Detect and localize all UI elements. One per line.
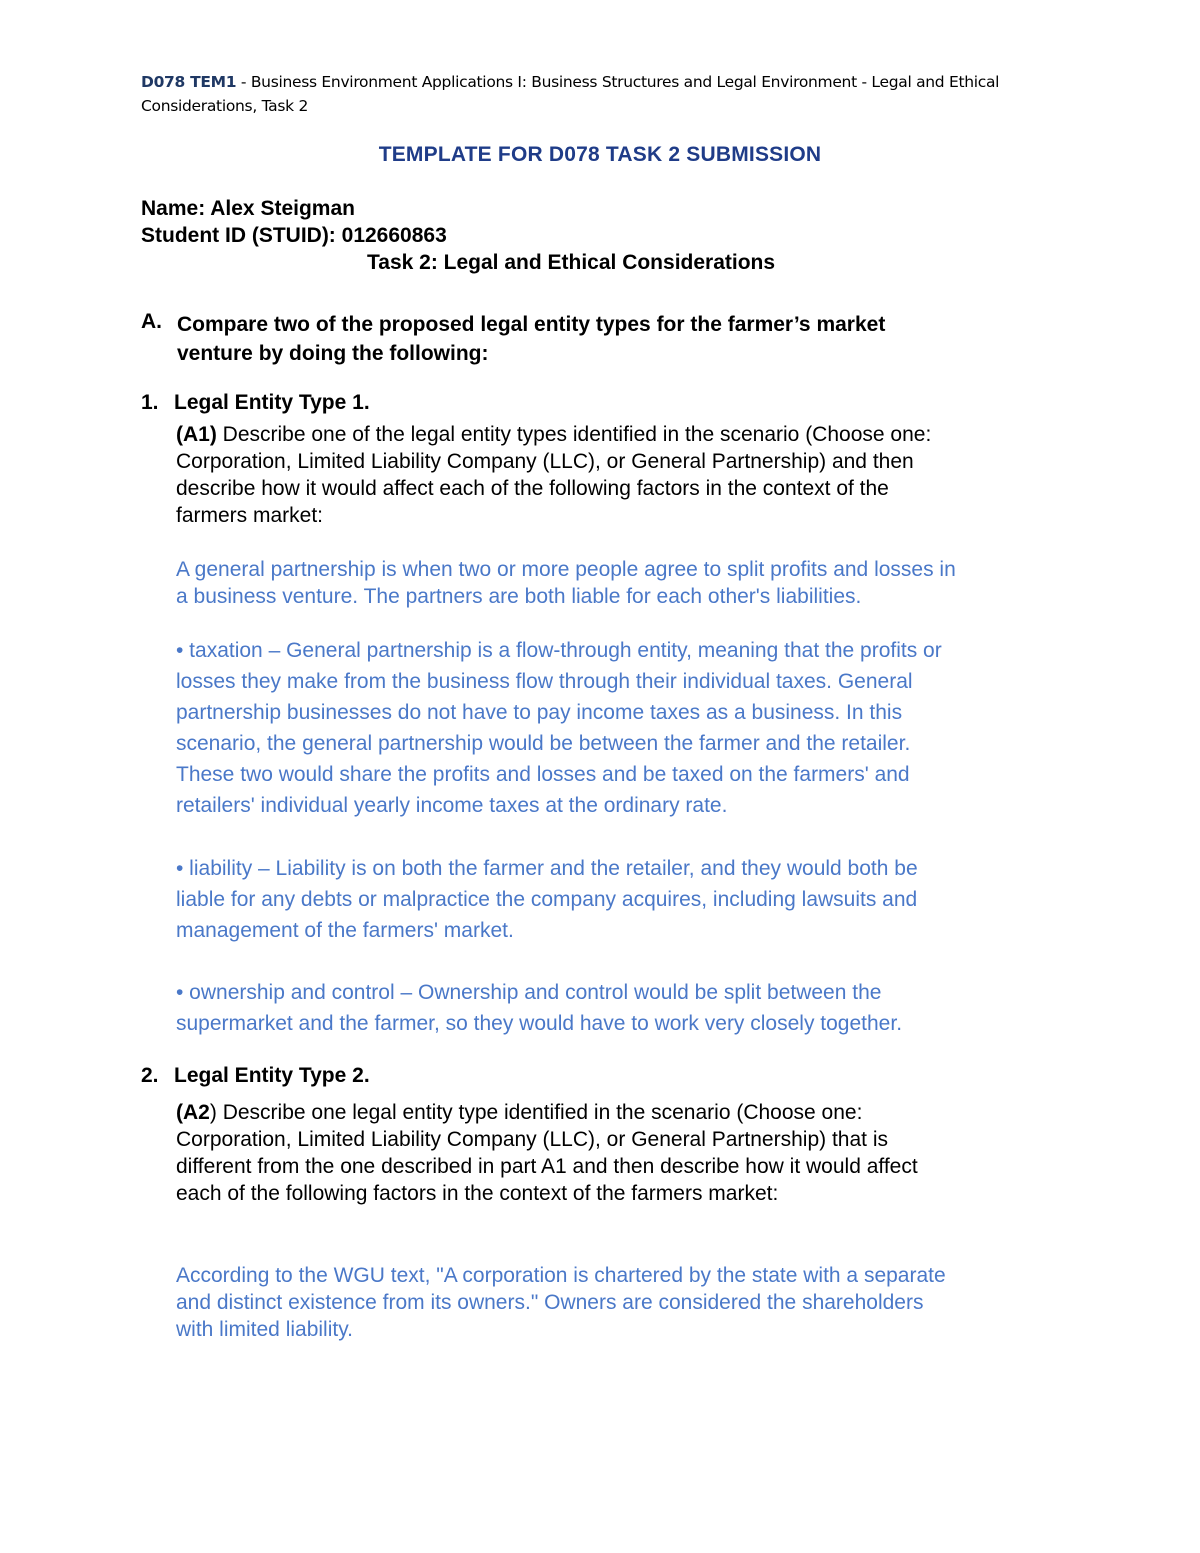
liability-line: management of the farmers' market. xyxy=(176,919,514,942)
answer-text: and distinct existence from its owners." Owners are considered the shareholders xyxy=(176,1291,924,1314)
liability-paragraph xyxy=(176,853,918,946)
answer-text: A general partnership is when two or more people agree to split profits and losses in xyxy=(176,558,956,581)
taxation-paragraph xyxy=(176,635,942,821)
entity2-prompt xyxy=(176,1099,918,1207)
a2-tag-num: 2 xyxy=(198,1101,210,1124)
prompt-text: different from the one described in part A1 and then describe how it would affect xyxy=(176,1155,918,1178)
section-a-line: Compare two of the proposed legal entity types for the farmer’s market xyxy=(177,313,886,336)
prompt-text: farmers market: xyxy=(176,504,324,527)
entity2-heading: Legal Entity Type 2. xyxy=(174,1064,370,1087)
answer-text: with limited liability. xyxy=(176,1318,353,1341)
taxation-line: retailers' individual yearly income taxes at the ordinary rate. xyxy=(176,794,728,817)
prompt-text: describe how it would affect each of the following factors in the context of the xyxy=(176,477,889,500)
entity2-answer xyxy=(176,1262,946,1343)
taxation-line: losses they make from the business flow through their individual taxes. General xyxy=(176,670,913,693)
entity2-number: 2. xyxy=(141,1064,159,1087)
task-heading: Task 2: Legal and Ethical Considerations xyxy=(367,251,776,274)
answer-text: a business venture. The partners are both liable for each other's liabilities. xyxy=(176,585,862,608)
page-header xyxy=(141,70,1061,118)
section-a-heading xyxy=(177,310,885,368)
header-text: - Business Environment Applications I: Business Structures and Legal Environment - Legal and Ethical Considerations, Task 2 xyxy=(141,73,1000,115)
prompt-text: Describe one legal entity type identified in the scenario (Choose one: xyxy=(216,1101,863,1124)
prompt-text: Corporation, Limited Liability Company (LLC), or General Partnership) and then xyxy=(176,450,914,473)
student-id-value: 012660863 xyxy=(341,224,447,247)
ownership-line: supermarket and the farmer, so they would have to work very closely together. xyxy=(176,1012,903,1035)
name-value: Alex Steigman xyxy=(210,197,355,220)
course-code: D078 TEM1 xyxy=(141,73,237,91)
ownership-line: • ownership and control – Ownership and control would be split between the xyxy=(176,981,882,1004)
a1-tag: (A1) xyxy=(176,423,217,446)
section-a-marker: A. xyxy=(141,310,162,333)
student-id-line xyxy=(141,224,447,248)
entity1-prompt xyxy=(176,421,931,529)
document-title: TEMPLATE FOR D078 TASK 2 SUBMISSION xyxy=(378,143,822,166)
answer-text: According to the WGU text, "A corporation is chartered by the state with a separate xyxy=(176,1264,946,1287)
prompt-text: Corporation, Limited Liability Company (LLC), or General Partnership) that is xyxy=(176,1128,888,1151)
prompt-text: each of the following factors in the context of the farmers market: xyxy=(176,1182,779,1205)
entity1-answer-intro xyxy=(176,556,956,610)
name-label: Name: xyxy=(141,197,211,220)
taxation-line: scenario, the general partnership would be between the farmer and the retailer. xyxy=(176,732,911,755)
liability-line: • liability – Liability is on both the farmer and the retailer, and they would both be xyxy=(176,857,918,880)
taxation-line: These two would share the profits and losses and be taxed on the farmers' and xyxy=(176,763,910,786)
entity1-number: 1. xyxy=(141,391,159,414)
student-name-line xyxy=(141,197,355,221)
prompt-text: Describe one of the legal entity types identified in the scenario (Choose one: xyxy=(216,423,932,446)
a2-tag-open: (A xyxy=(176,1101,199,1124)
student-id-label: Student ID (STUID): xyxy=(141,224,342,247)
a2-tag-close: ) xyxy=(209,1101,217,1124)
ownership-paragraph xyxy=(176,977,902,1039)
section-a-line: venture by doing the following: xyxy=(177,342,489,365)
taxation-line: partnership businesses do not have to pay income taxes as a business. In this xyxy=(176,701,903,724)
entity1-heading: Legal Entity Type 1. xyxy=(174,391,370,414)
liability-line: liable for any debts or malpractice the company acquires, including lawsuits and xyxy=(176,888,918,911)
taxation-line: • taxation – General partnership is a flow-through entity, meaning that the profits or xyxy=(176,639,942,662)
